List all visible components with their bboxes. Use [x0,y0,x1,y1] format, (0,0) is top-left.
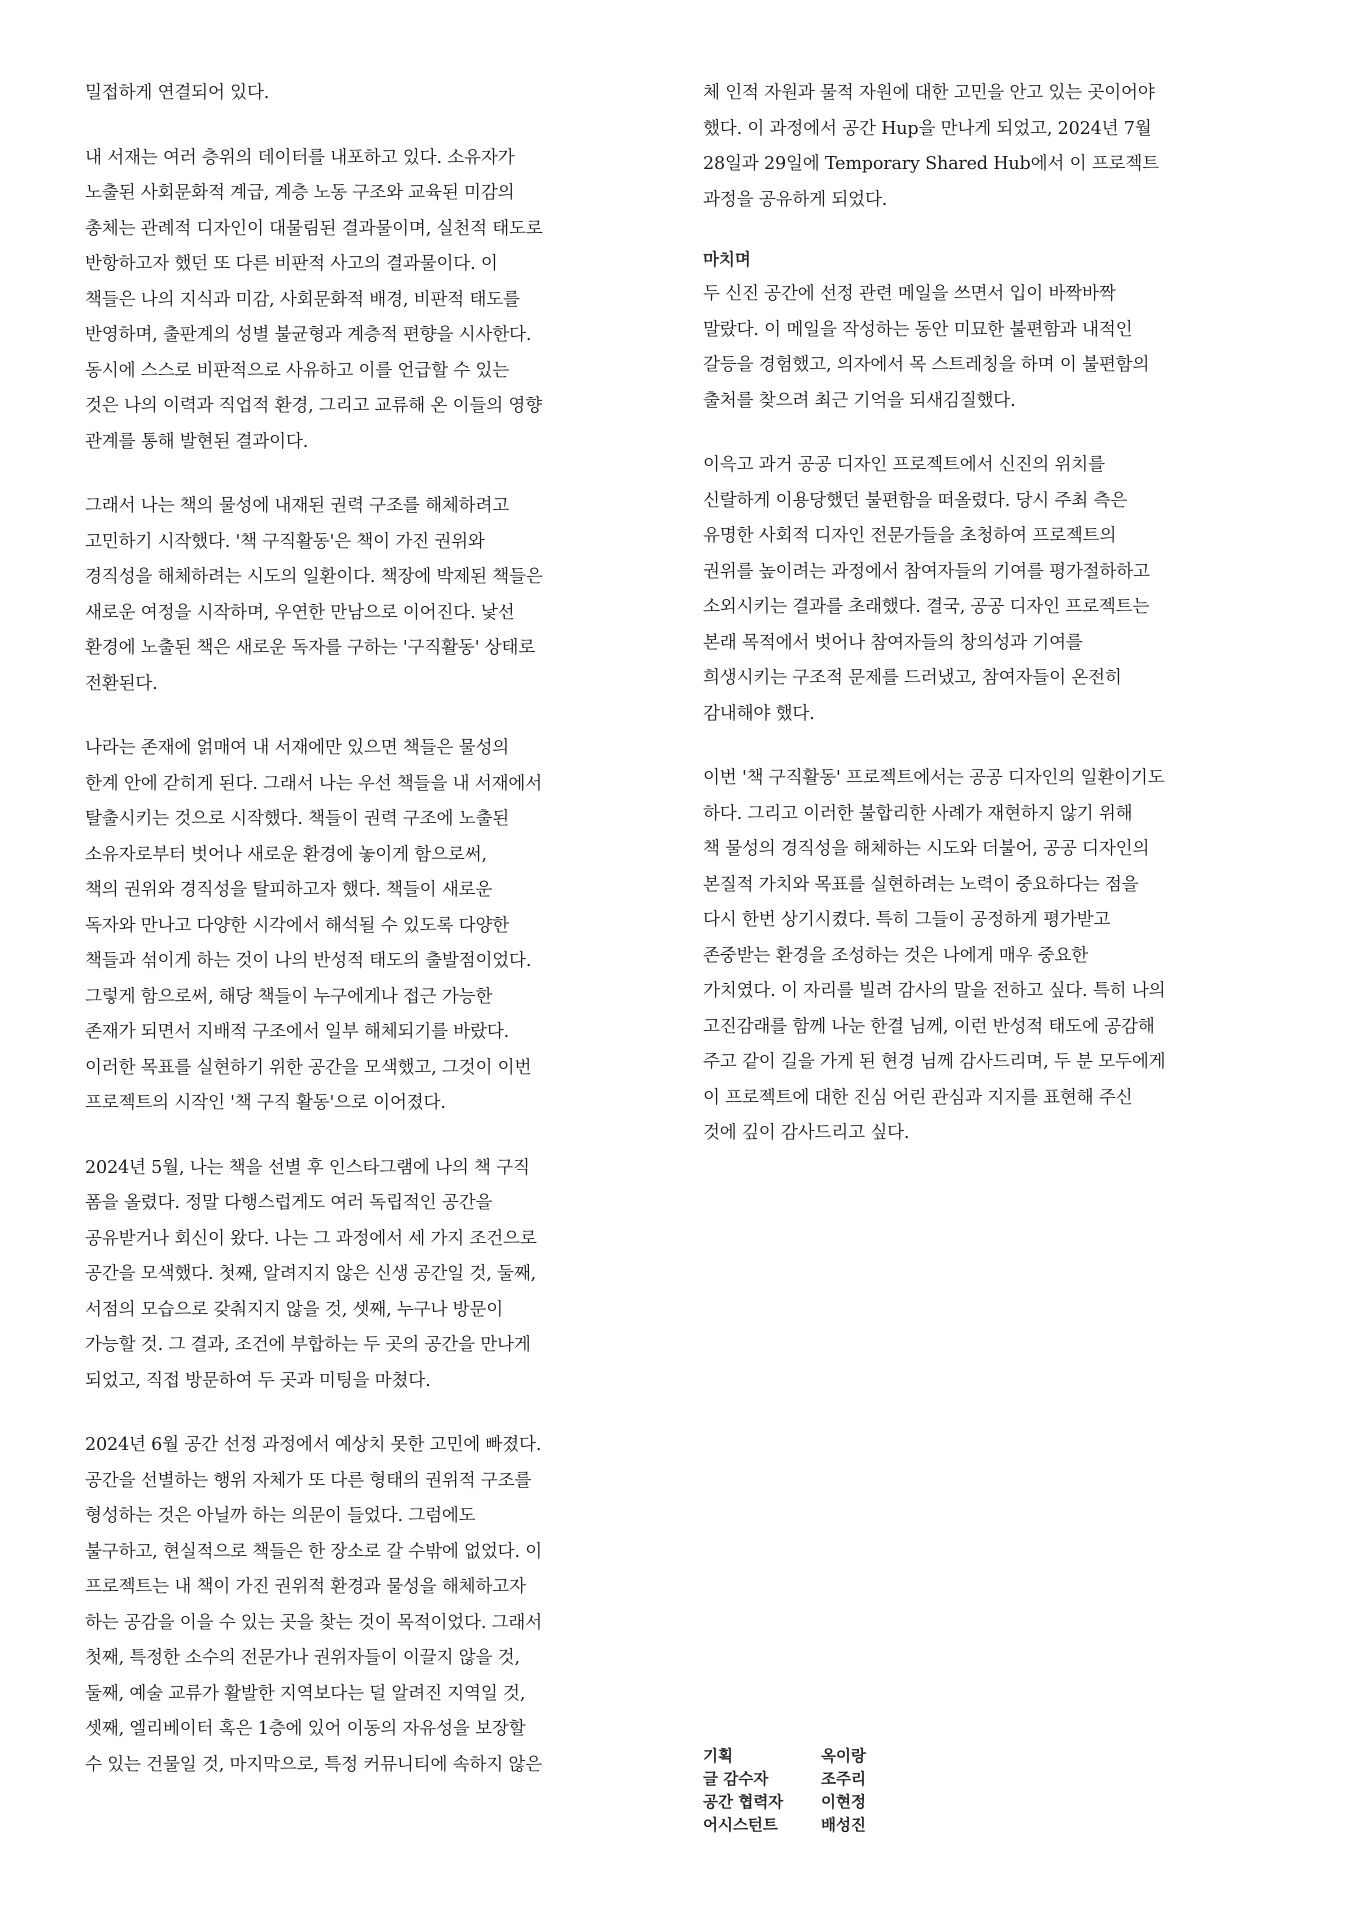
text-line: 수 있는 건물일 것, 마지막으로, 특정 커뮤니티에 속하지 않은 [85,1754,543,1775]
credit-role: 어시스턴트 [703,1816,778,1834]
text-line: 소유자로부터 벗어나 새로운 환경에 놓이게 함으로써, [85,844,487,865]
text-line: 이 프로젝트에 대한 진심 어린 관심과 지지를 표현해 주신 [703,1087,1133,1108]
text-line: 것은 나의 이력과 직업적 환경, 그리고 교류해 온 이들의 영향 [85,396,543,416]
text-line: 책들과 섞이게 하는 것이 나의 반성적 태도의 출발점이었다. [85,951,532,971]
text-line: 불구하고, 현실적으로 책들은 한 장소로 갈 수밖에 없었다. 이 [85,1541,543,1562]
text-line: 이번 '책 구직활동' 프로젝트에서는 공공 디자인의 일환이기도 [703,768,1165,788]
paragraph [85,1428,665,1783]
left-column [85,76,665,1812]
text-line: 2024년 5월, 나는 책을 선별 후 인스타그램에 나의 책 구직 [85,1157,530,1178]
text-line: 2024년 6월 공간 선정 과정에서 예상치 못한 고민에 빠졌다. [85,1435,542,1455]
text-line: 희생시키는 구조적 문제를 드러냈고, 참여자들이 온전히 [703,668,1122,688]
text-line: 반항하고자 했던 또 다른 비판적 사고의 결과물이다. 이 [85,254,498,274]
text-line: 고진감래를 함께 나눈 한결 님께, 이런 반성적 태도에 공감해 [703,1016,1155,1037]
text-line: 되었고, 직접 방문하여 두 곳과 미팅을 마쳤다. [85,1370,431,1391]
text-line: 새로운 여정을 시작하며, 우연한 만남으로 이어진다. 낯선 [85,602,515,623]
paragraph [703,76,1283,218]
text-line: 하는 공감을 이을 수 있는 곳을 찾는 것이 목적이었다. 그래서 [85,1612,543,1633]
text-line: 내 서재는 여러 층위의 데이터를 내포하고 있다. 소유자가 [85,147,515,168]
paragraph [85,76,665,112]
text-line: 한계 안에 갇히게 된다. 그래서 나는 우선 책들을 내 서재에서 [85,773,543,794]
right-column [703,76,1283,1181]
text-line: 가능할 것. 그 결과, 조건에 부합하는 두 곳의 공간을 만나게 [85,1335,531,1355]
text-line: 둘째, 예술 교류가 활발한 지역보다는 덜 알려진 지역일 것, [85,1683,526,1704]
text-line: 두 신진 공간에 선정 관련 메일을 쓰면서 입이 바짝바짝 [703,284,1116,304]
credit-name: 옥이랑 [821,1747,866,1765]
text-line: 했다. 이 과정에서 공간 Hup을 만나게 되었고, 2024년 7월 [703,118,1152,139]
text-line: 그렇게 함으로써, 해당 책들이 누구에게나 접근 가능한 [85,986,493,1007]
credit-row [703,1791,866,1814]
text-line: 서점의 모습으로 갖춰지지 않을 것, 셋째, 누구나 방문이 [85,1299,504,1320]
text-line: 공간을 선별하는 행위 자체가 또 다른 형태의 권위적 구조를 [85,1470,532,1491]
credit-name: 배성진 [821,1816,866,1834]
text-line: 출처를 찾으려 최근 기억을 되새김질했다. [703,390,1016,411]
text-line: 본질적 가치와 목표를 실현하려는 노력이 중요하다는 점을 [703,874,1139,895]
text-line: 갈등을 경험했고, 의자에서 목 스트레칭을 하며 이 불편함의 [703,355,1150,375]
text-line: 환경에 노출된 책은 새로운 독자를 구하는 '구직활동' 상태로 [85,638,536,658]
text-line: 밀접하게 연결되어 있다. [85,83,270,103]
text-line: 다시 한번 상기시켰다. 특히 그들이 공정하게 평가받고 [703,910,1111,930]
text-line: 탈출시키는 것으로 시작했다. 책들이 권력 구조에 노출된 [85,809,510,829]
credit-role: 공간 협력자 [703,1793,784,1811]
text-line: 공유받거나 회신이 왔다. 나는 그 과정에서 세 가지 조건으로 [85,1228,537,1249]
text-line: 존재가 되면서 지배적 구조에서 일부 해체되기를 바랐다. [85,1022,510,1042]
text-line: 폼을 올렸다. 정말 다행스럽게도 여러 독립적인 공간을 [85,1193,493,1213]
paragraph [85,489,665,702]
text-line: 책의 권위와 경직성을 탈피하고자 했다. 책들이 새로운 [85,880,493,900]
paragraph [703,277,1283,419]
text-line: 말랐다. 이 메일을 작성하는 동안 미묘한 불편함과 내적인 [703,319,1133,340]
text-line: 과정을 공유하게 되었다. [703,189,888,210]
text-line: 이윽고 과거 공공 디자인 프로젝트에서 신진의 위치를 [703,455,1105,475]
text-line: 나라는 존재에 얽매여 내 서재에만 있으면 책들은 물성의 [85,738,510,758]
text-line: 신랄하게 이용당했던 불편함을 떠올렸다. 당시 주최 측은 [703,490,1128,511]
text-line: 반영하며, 출판계의 성별 불균형과 계층적 편향을 시사한다. [85,325,532,345]
text-line: 이러한 목표를 실현하기 위한 공간을 모색했고, 그것이 이번 [85,1057,532,1078]
text-line: 28일과 29일에 Temporary Shared Hub에서 이 프로젝트 [703,154,1159,174]
text-line: 것에 깊이 감사드리고 싶다. [703,1123,910,1143]
text-line: 가치였다. 이 자리를 빌려 감사의 말을 전하고 싶다. 특히 나의 [703,981,1166,1001]
section-heading: 마치며 [703,250,751,269]
credit-row [703,1814,866,1837]
paragraph [85,731,665,1122]
text-line: 책 물성의 경직성을 해체하는 시도와 더불어, 공공 디자인의 [703,839,1150,859]
text-line: 첫째, 특정한 소수의 전문가나 권위자들이 이끌지 않을 것, [85,1648,520,1668]
credit-name: 이현정 [821,1793,866,1811]
text-line: 그래서 나는 책의 물성에 내재된 권력 구조를 해체하려고 [85,496,510,516]
text-line: 하다. 그리고 이러한 불합리한 사례가 재현하지 않기 위해 [703,803,1133,824]
credit-name: 조주리 [821,1770,866,1788]
text-line: 체 인적 자원과 물적 자원에 대한 고민을 안고 있는 곳이어야 [703,83,1155,103]
text-line: 동시에 스스로 비판적으로 사유하고 이를 언급할 수 있는 [85,360,510,381]
credits-table [703,1745,866,1837]
text-line: 존중받는 환경을 조성하는 것은 나에게 매우 중요한 [703,945,1089,966]
text-line: 주고 같이 길을 가게 된 현경 님께 감사드리며, 두 분 모두에게 [703,1052,1166,1072]
paragraph [703,448,1283,732]
text-line: 소외시키는 결과를 초래했다. 결국, 공공 디자인 프로젝트는 [703,597,1150,617]
text-line: 경직성을 해체하려는 시도의 일환이다. 책장에 박제된 책들은 [85,567,543,587]
text-line: 고민하기 시작했다. '책 구직활동'은 책이 가진 권위와 [85,531,485,552]
text-line: 형성하는 것은 아닐까 하는 의문이 들었다. 그럼에도 [85,1506,476,1526]
text-line: 공간을 모색했다. 첫째, 알려지지 않은 신생 공간일 것, 둘째, [85,1264,537,1284]
text-line: 감내해야 했다. [703,703,815,724]
paragraph [85,141,665,461]
paragraph [703,761,1283,1152]
paragraph [85,1151,665,1400]
text-line: 프로젝트는 내 책이 가진 권위적 환경과 물성을 해체하고자 [85,1577,526,1597]
text-line: 책들은 나의 지식과 미감, 사회문화적 배경, 비판적 태도를 [85,289,520,310]
text-line: 전환된다. [85,673,158,694]
text-line: 총체는 관례적 디자인이 대물림된 결과물이며, 실천적 태도로 [85,218,543,239]
credit-role: 기획 [703,1747,733,1765]
text-line: 프로젝트의 시작인 '책 구직 활동'으로 이어졌다. [85,1093,446,1113]
credit-row [703,1745,866,1768]
text-line: 유명한 사회적 디자인 전문가들을 초청하여 프로젝트의 [703,526,1117,546]
text-line: 셋째, 엘리베이터 혹은 1층에 있어 이동의 자유성을 보장할 [85,1719,526,1739]
text-line: 독자와 만나고 다양한 시각에서 해석될 수 있도록 다양한 [85,915,510,936]
credit-role: 글 감수자 [703,1770,769,1788]
text-line: 관계를 통해 발현된 결과이다. [85,431,309,452]
text-line: 권위를 높이려는 과정에서 참여자들의 기여를 평가절하하고 [703,561,1150,582]
text-line: 본래 목적에서 벗어나 참여자들의 창의성과 기여를 [703,632,1083,653]
credit-row [703,1768,866,1791]
text-line: 노출된 사회문화적 계급, 계층 노동 구조와 교육된 미감의 [85,183,515,203]
